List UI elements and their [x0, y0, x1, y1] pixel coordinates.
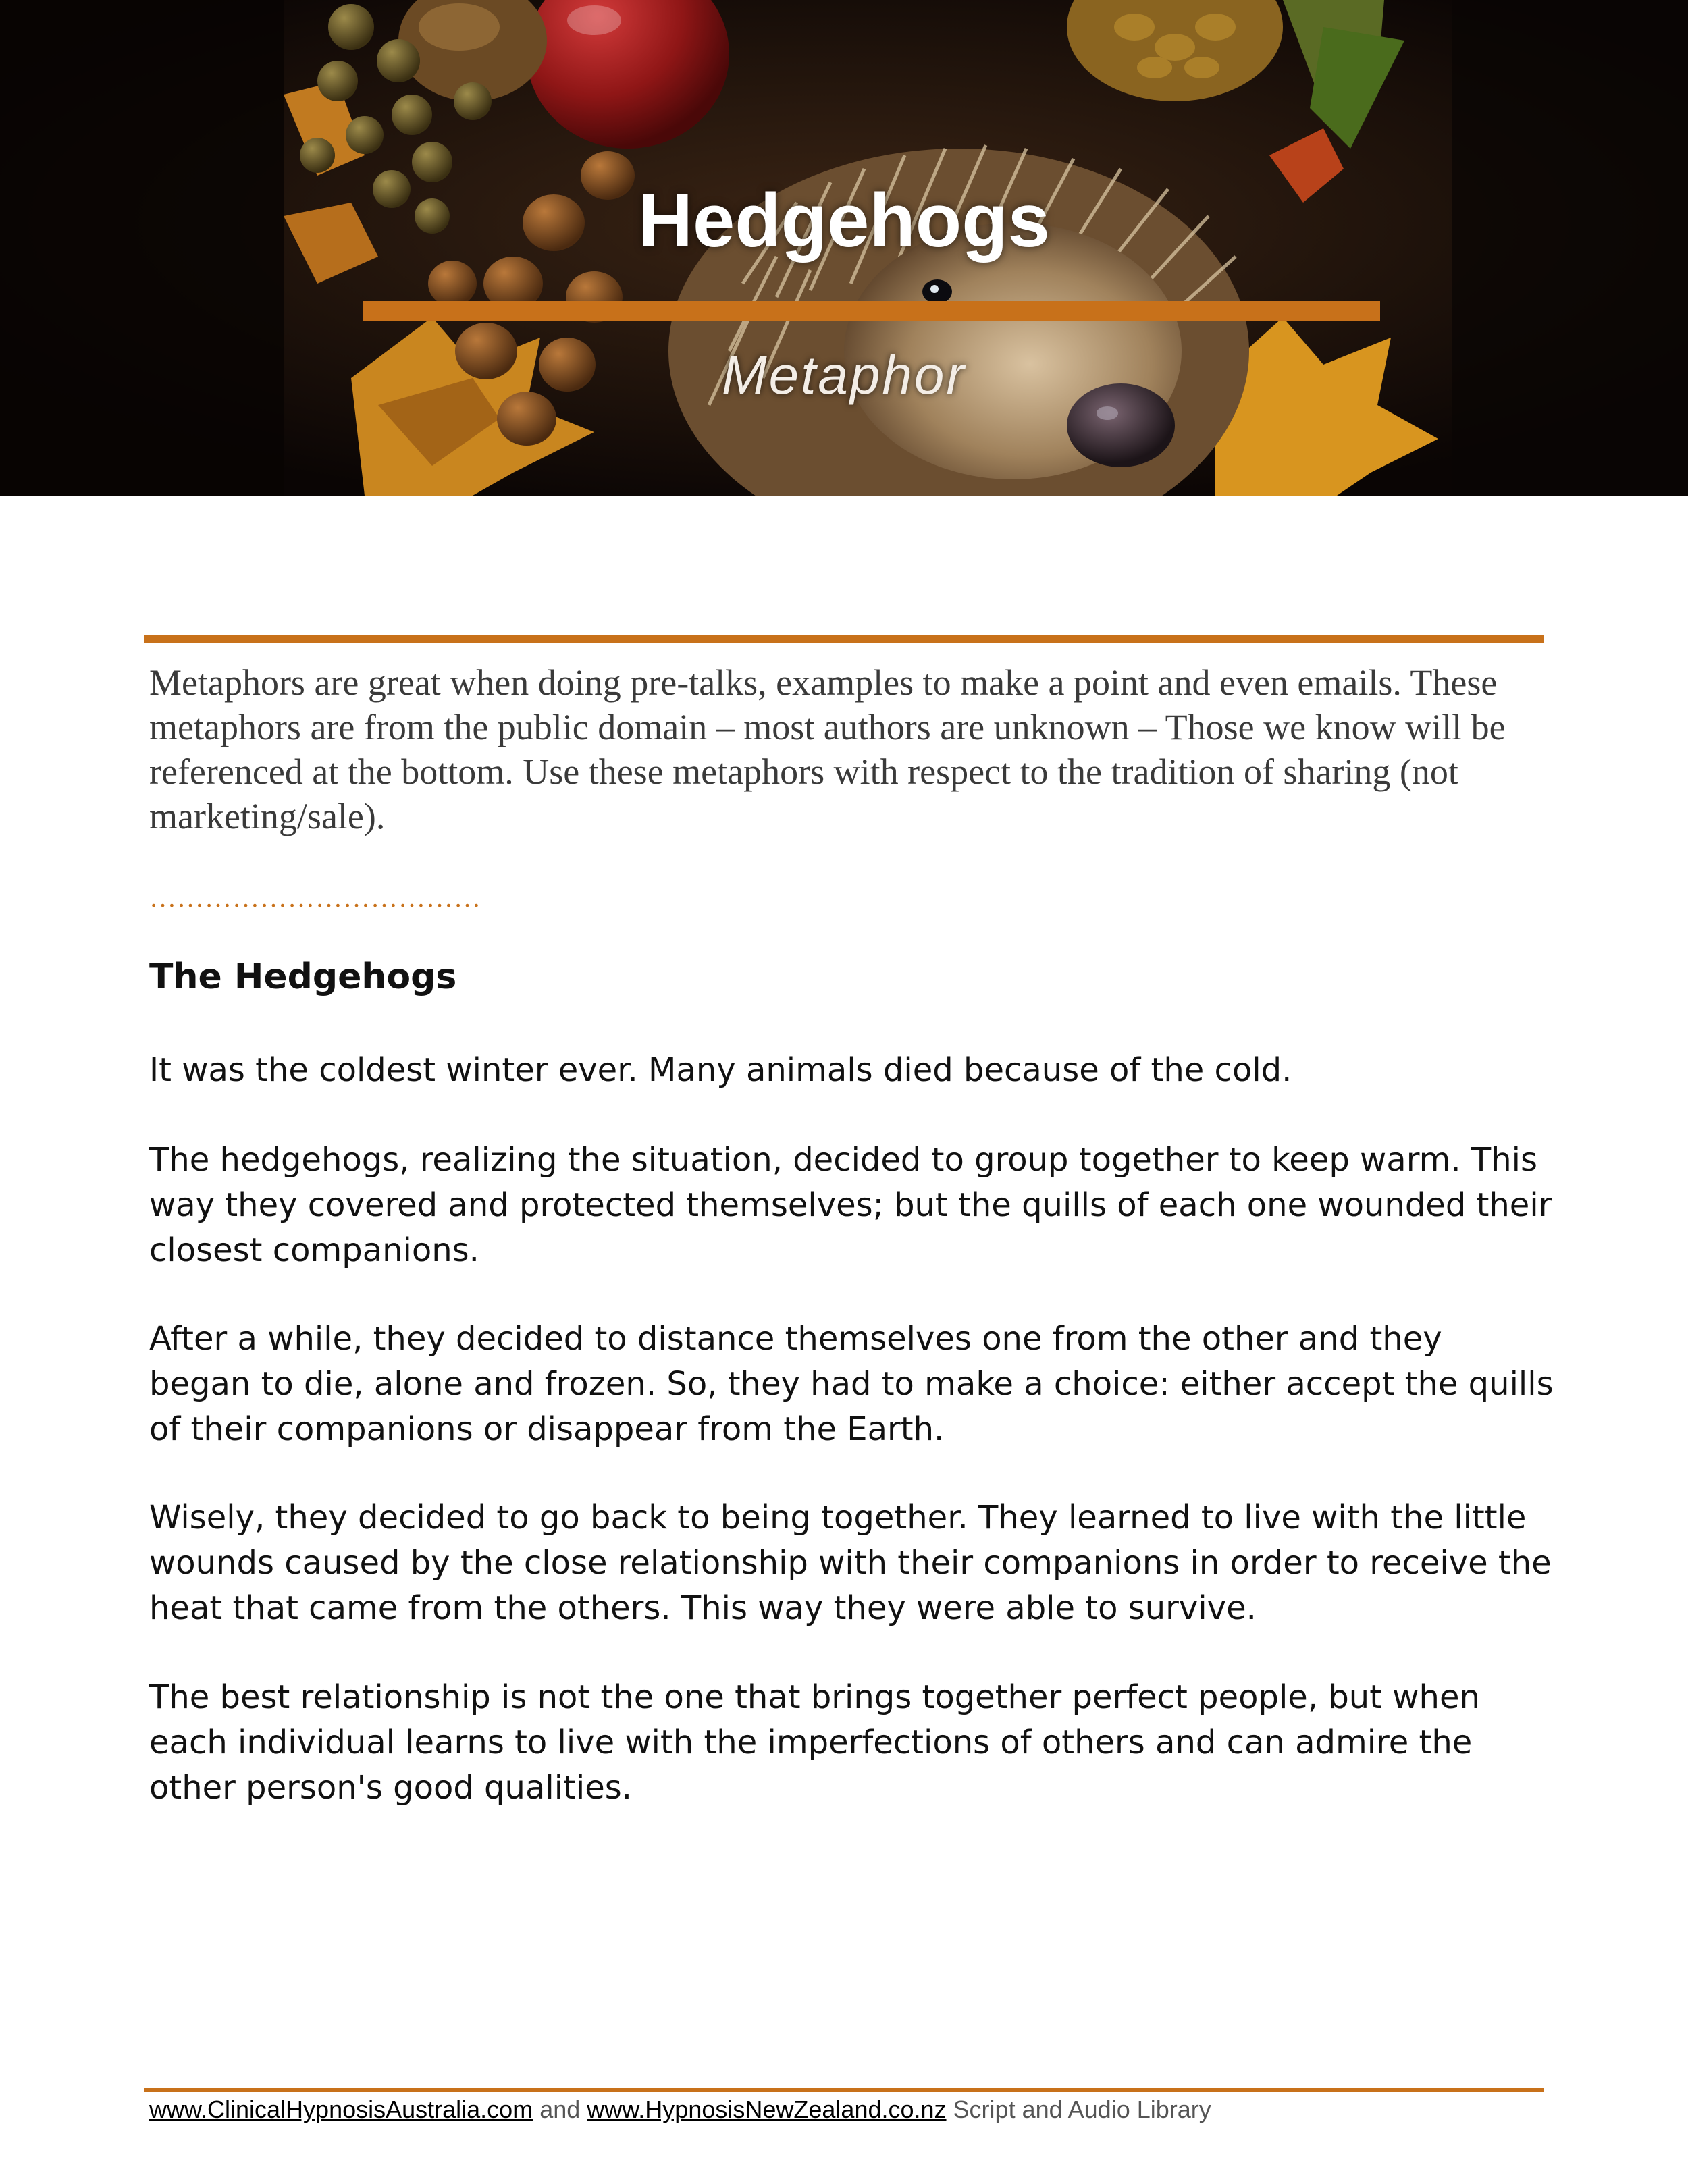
- page-subtitle: Metaphor: [722, 345, 966, 405]
- footer-link-australia[interactable]: www.ClinicalHypnosisAustralia.com: [149, 2096, 533, 2123]
- section-divider: [144, 635, 1544, 643]
- story-title: The Hedgehogs: [149, 957, 457, 997]
- story-paragraph: The hedgehogs, realizing the situation, decided to group together to keep warm. This way they covered and protected themselves; but the quills of each one wounded their closest companions.: [149, 1141, 1552, 1269]
- story-paragraph: Wisely, they decided to go back to being together. They learned to live with the little wounds caused by the close relationship with their companions in order to receive the heat that came from the others. This way they were able to survive.: [149, 1499, 1552, 1627]
- story-paragraph: The best relationship is not the one that brings together perfect people, but when each individual learns to live with the imperfections of others and can admire the other person's good qualities.: [149, 1678, 1480, 1807]
- title-underline: [363, 301, 1380, 321]
- footer-suffix-text: Script and Audio Library: [953, 2096, 1211, 2123]
- story-paragraph: After a while, they decided to distance themselves one from the other and they began to die, alone and frozen. So, they had to make a choice: either accept the quills of their companions or disappear from the Earth.: [149, 1320, 1554, 1448]
- intro-paragraph: Metaphors are great when doing pre-talks, examples to make a point and even emails. These metaphors are from the public domain – most authors are unknown – Those we know will be referenced at the bottom. Use these metaphors with respect to the tradition of sharing (not marketing/sale).: [149, 662, 1506, 836]
- footer-link-newzealand[interactable]: www.HypnosisNewZealand.co.nz: [587, 2096, 947, 2123]
- footer: [149, 2093, 1211, 2127]
- page-title: Hedgehogs: [638, 178, 1050, 263]
- footer-divider: [144, 2088, 1544, 2092]
- story-paragraph: It was the coldest winter ever. Many animals died because of the cold.: [149, 1051, 1292, 1089]
- header-banner: [0, 0, 1688, 496]
- dotted-separator: ………………………………: [149, 882, 481, 913]
- footer-and-text: and: [539, 2096, 581, 2123]
